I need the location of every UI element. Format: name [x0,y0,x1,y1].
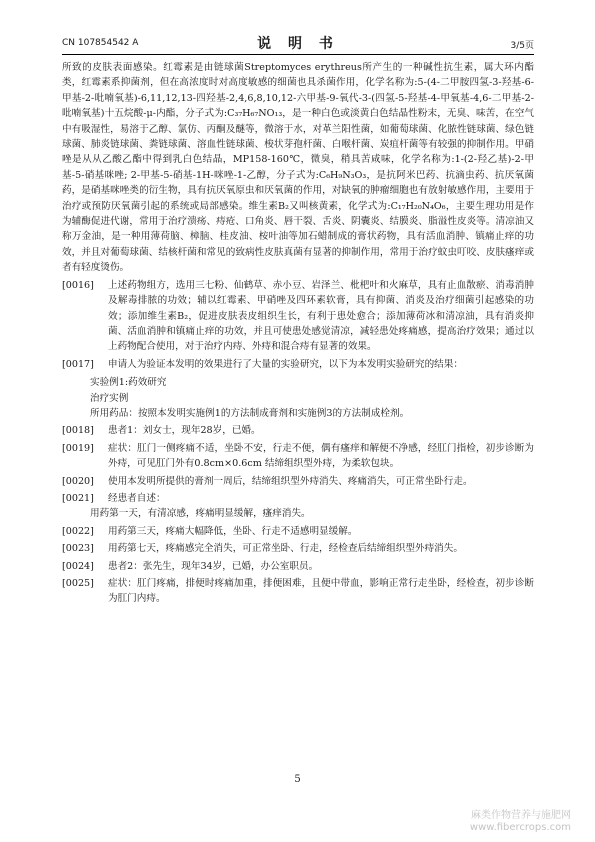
self-report-text: 用药第一天，有清凉感，疼痛明显缓解，瘙痒消失。 [90,508,311,520]
paragraph [62,491,534,506]
paragraph-number: [0021] [62,492,94,504]
experiment-subtitle: 治疗实例 [90,392,129,404]
intro-paragraph: 所致的皮肤表面感染。红霉素是由链球菌Streptomyces erythreus所产生的一种碱性抗生素，属大环内酯类，红霉素系抑菌剂，但在高浓度时对高度敏感的细菌也具杀菌作用，化学名称为:5-(4-二甲胺四氢-3-羟基-6-甲基-2-吡喃氧基)-6,11,12,13-四羟基-2,4,6,8,10,12-六甲基-9-氧代-3-(四氢-5-羟基-4-甲氧基-4,6-二甲基-2-吡喃氧基)十五烷酸-μ-内酯，分子式为:C₃₇H₆₇NO₁₃，是一种白色或淡黄白色结晶性粉末，无臭、味苦，在空气中有吸湿性，易溶于乙醇、氯仿、丙酮及醚等，微溶于水，对革兰阳性菌，如葡萄球菌、化脓性链球菌、绿色链球菌、肺炎链球菌、粪链球菌、溶血性链球菌、梭状芽孢杆菌、白喉杆菌、炭疽杆菌等有较强的抑制作用。甲硝唑是从从乙酸乙酯中得到乳白色结晶，MP158-160℃，微臭，稍具苦咸味，化学名称为:1-(2-羟乙基)-2-甲基-5-硝基咪唑; 2-甲基-5-硝基-1H-咪唑-1-乙醇，分子式为:C₆H₉N₃O₃，是抗阿米巴药、抗滴虫药、抗厌氧菌药，是硝基咪唑类的衍生物，具有抗厌氧原虫和厌氧菌的作用，对缺氧的肿瘤细胞也有放射敏感作用，主要用于治疗或预防厌氧菌引起的系统或局部感染。维生素B₂又叫核黄素，化学式为:C₁₇H₂₀N₄O₆，主要生理功用是作为辅酶促进代谢，常用于治疗溃疡、痔疮、口角炎、唇干裂、舌炎、阴囊炎、结膜炎、脂溢性皮炎等。清凉油又称万金油，是一种用薄荷脑、樟脑、桂皮油、桉叶油等加石蜡制成的膏状药物，具有活血消肿、镇痛止痒的功效，并且对葡萄球菌、结核杆菌和常见的致病性皮肤真菌有显著的抑制作用，常用于治疗蚊虫叮咬、皮肤瘙痒或者有轻度烫伤。 [62,62,534,274]
paragraph-text: 使用本发明所提供的膏剂一周后，结缔组织型外痔消失、疼痛消失，可正常坐卧行走。 [108,475,473,487]
paragraph-number: [0024] [62,560,94,572]
paragraph-number: [0017] [62,358,94,370]
paragraph-number: [0023] [62,543,94,555]
paragraph-text: 症状：肛门一侧疼痛不适，坐卧不安，行走不便，偶有瘙痒和解便不净感，经肛门指检，初步诊断为外痔，可见肛门外有0.8cm×0.6cm 结缔组织型外痔，为柔软包块。 [108,442,534,470]
paragraph-number: [0022] [62,525,94,537]
paragraph-text: 经患者自述： [108,492,166,504]
document-title: 说 明 书 [257,36,339,52]
paragraph [62,423,534,438]
paragraph-number: [0019] [62,442,94,454]
paragraph-number: [0020] [62,475,94,487]
paragraph [62,541,534,556]
page-number: 5 [294,774,301,785]
page-indicator: 3/5页 [510,41,534,51]
paragraph-number: [0025] [62,578,94,589]
watermark-title: 麻类作物营养与施肥网 [471,810,571,821]
paragraph-number: [0018] [62,425,94,437]
paragraph [62,474,534,489]
header-rule [62,54,534,55]
watermark [470,810,571,834]
paragraph [62,524,534,539]
paragraph-text: 用药第七天，疼痛感完全消失，可正常坐卧、行走，经检查后结缔组织型外痔消失。 [108,543,463,555]
paragraph-text: 用药第三天，疼痛大幅降低，坐卧、行走不适感明显缓解。 [108,525,358,537]
paragraph [62,559,534,574]
publication-number: CN 107854542 A [62,38,139,48]
paragraph-text: 申请人为验证本发明的效果进行了大量的实验研究，以下为本发明实验研究的结果： [108,358,463,370]
paragraph-text: 症状：肛门疼痛，排便时疼痛加重，排便困难，且便中带血，影响正常行走坐卧，经检查，初步诊断为肛门内痔。 [108,578,534,605]
drugs-used: 所用药品：按照本发明实施例1的方法制成膏剂和实施例3的方法制成栓剂。 [90,407,410,419]
paragraph [62,357,534,372]
paragraph [62,576,534,607]
paragraph-text: 上述药物组方，选用三七粉、仙鹤草、赤小豆、岩泽兰、枇杷叶和火麻草，具有止血散瘀、消毒消肿及解毒排脓的功效；辅以红霉素、甲硝唑及四环素软膏，具有抑菌、消炎及治疗细菌引起感染的功效；添加维生素B₂，促进皮肤表皮组织生长，有利于患处愈合；添加薄荷冰和清凉油，具有消炎抑菌、活血消肿和镇痛止痒的功效，并且可使患处感觉清凉，减轻患处疼痛感，提高治疗效果；通过以上药物配合使用，对于治疗内痔、外痔和混合痔有显著的效果。 [108,279,534,353]
watermark-url: www.fibercrops.com [469,822,571,833]
paragraph-text: 患者1：刘女士，现年28岁，已婚。 [108,425,261,437]
page-header [62,36,534,52]
experiment-title: 实验例1:药效研究 [90,377,167,389]
paragraph [62,278,534,355]
paragraph-text: 患者2：张先生，现年34岁，已婚，办公室职员。 [108,560,319,572]
paragraph [62,441,534,472]
paragraph-number: [0016] [62,279,94,291]
document-body [62,60,534,607]
